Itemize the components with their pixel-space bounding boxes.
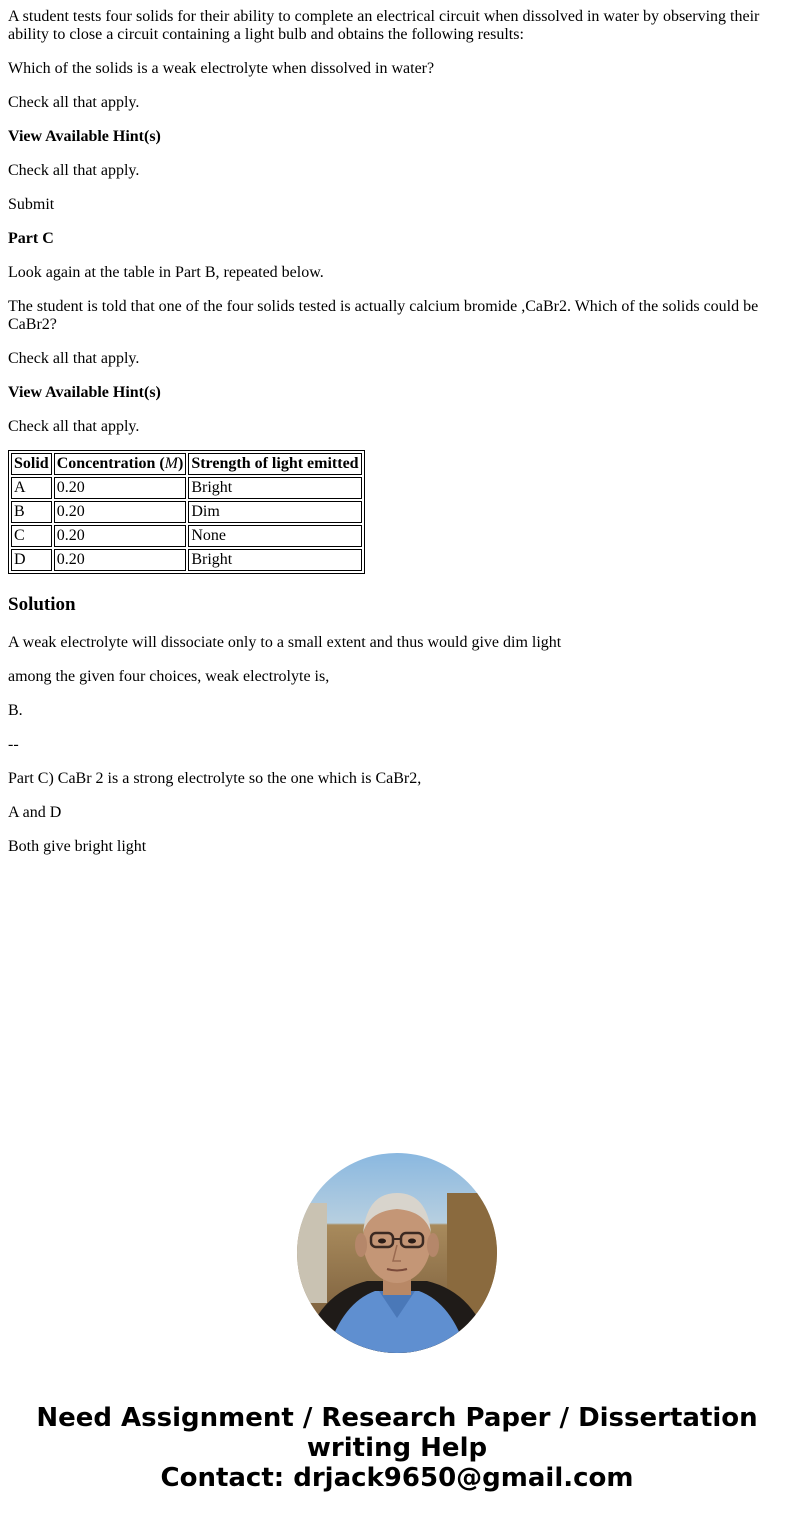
solution-line: Both give bright light xyxy=(8,838,147,855)
question-intro: A student tests four solids for their ability to complete an electrical circuit when dissolved in water by observing their ability to close a circuit containing a light bulb and obtains the following results: xyxy=(8,8,760,43)
cell-strength: Bright xyxy=(188,477,361,499)
view-hints-link[interactable]: View Available Hint(s) xyxy=(8,384,161,401)
cell-strength: Bright xyxy=(188,549,361,571)
cell-solid: A xyxy=(11,477,52,499)
solution-line: Part C) CaBr 2 is a strong electrolyte so the one which is CaBr2, xyxy=(8,770,422,787)
promo-footer xyxy=(0,1403,794,1493)
check-all-instruction: Check all that apply. xyxy=(8,94,140,111)
table-row xyxy=(11,477,362,499)
header-solid: Solid xyxy=(11,453,52,475)
cell-concentration: 0.20 xyxy=(54,501,187,523)
check-all-instruction: Check all that apply. xyxy=(8,162,140,179)
table-row xyxy=(11,501,362,523)
promo-line: Need Assignment / Research Paper / Dissertation xyxy=(36,1403,758,1433)
cell-strength: None xyxy=(188,525,361,547)
header-concentration-close: ) xyxy=(178,455,184,472)
cell-concentration: 0.20 xyxy=(54,525,187,547)
header-concentration xyxy=(54,453,187,475)
solution-line: A weak electrolyte will dissociate only to a small extent and thus would give dim light xyxy=(8,634,562,651)
part-c-intro: Look again at the table in Part B, repeated below. xyxy=(8,264,324,281)
part-c-question: The student is told that one of the four solids tested is actually calcium bromide ,CaBr2. Which of the solids could be CaBr2? xyxy=(8,298,759,333)
cell-concentration: 0.20 xyxy=(54,549,187,571)
solution-line: A and D xyxy=(8,804,62,821)
contact-email: Contact: drjack9650@gmail.com xyxy=(160,1463,634,1493)
promo-line: writing Help xyxy=(306,1433,488,1463)
cell-concentration: 0.20 xyxy=(54,477,187,499)
cell-solid: B xyxy=(11,501,52,523)
author-portrait xyxy=(297,1153,497,1353)
author-avatar xyxy=(297,1153,497,1353)
check-all-instruction: Check all that apply. xyxy=(8,418,140,435)
solution-line: B. xyxy=(8,702,23,719)
cell-solid: C xyxy=(11,525,52,547)
molarity-unit: M xyxy=(164,455,178,472)
table-row xyxy=(11,525,362,547)
check-all-instruction: Check all that apply. xyxy=(8,350,140,367)
header-concentration-label: Concentration ( xyxy=(56,455,165,472)
cell-solid: D xyxy=(11,549,52,571)
table-header-row xyxy=(11,453,362,475)
solution-line: -- xyxy=(8,736,19,753)
cell-strength: Dim xyxy=(188,501,361,523)
solution-heading: Solution xyxy=(8,594,76,615)
part-b-question: Which of the solids is a weak electrolyte when dissolved in water? xyxy=(8,60,435,77)
submit-button[interactable]: Submit xyxy=(8,196,55,213)
results-table xyxy=(8,450,365,574)
part-c-heading: Part C xyxy=(8,230,54,247)
view-hints-link[interactable]: View Available Hint(s) xyxy=(8,128,161,145)
table-row xyxy=(11,549,362,571)
solution-line: among the given four choices, weak electrolyte is, xyxy=(8,668,330,685)
header-strength: Strength of light emitted xyxy=(188,453,361,475)
